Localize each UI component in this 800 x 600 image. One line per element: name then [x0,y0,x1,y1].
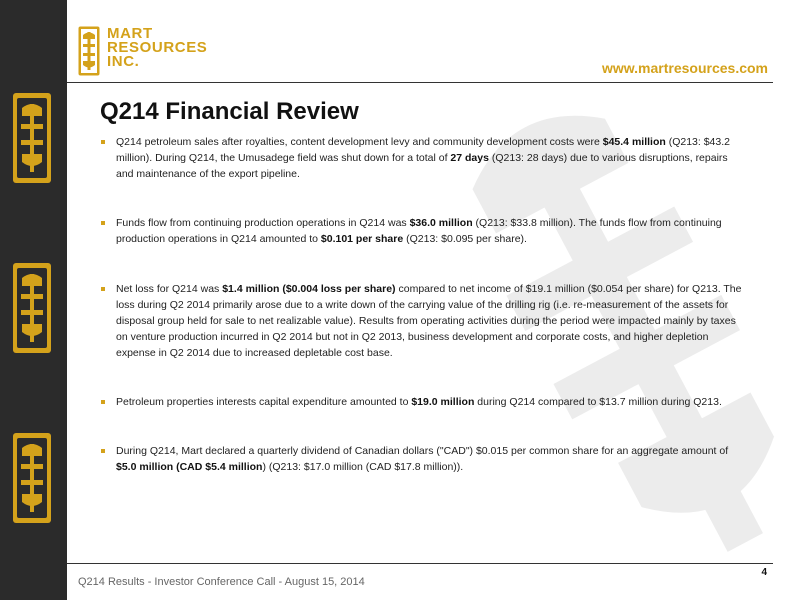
bullet-text: (Q213: $33.8 million). The funds flow from continuing production operations in Q214 amounted to [116,217,722,245]
footer-text: Q214 Results - Investor Conference Call - August 15, 2014 [78,576,365,588]
bullet-text: (Q213: $43.2 million). During Q214, the Umusadege field was shut down for a total of [116,136,730,164]
bullet-text: Petroleum properties interests capital expenditure amounted to [116,396,412,408]
bullet-emphasis: $45.4 million [602,136,666,148]
bullet-emphasis: 27 days [450,152,489,164]
bullet-text: compared to net income of $19.1 million ($0.054 per share) for Q213. The loss during Q2 2014 primarily arose due to a write down of the carrying value of the drilling rig (i.e. re-measurement of the assets for disposal group held for sale to net realizable value). Results from operating activities during the period were impacted mainly by taxes on venture production incurred in Q2 2014 but not in Q2 2013, business development and corporate costs, and higher depletion expense in Q2 2014 due to increased depletable cost base. [116,283,742,359]
mart-emblem-icon [12,262,52,354]
left-sidebar-band [0,0,67,600]
bullet-emphasis: $0.101 per share [320,233,404,245]
mart-emblem-icon [12,432,52,524]
bullet-emphasis: $5.0 million (CAD $5.4 million [116,461,263,473]
bullet-text: during Q214 compared to $13.7 million during Q213. [474,396,722,408]
bullet-list [100,134,745,475]
brand-line: INC. [107,53,140,70]
brand-line: MART [107,25,153,42]
bullet-text: Net loss for Q214 was [116,283,223,295]
brand-line: RESOURCES [107,39,208,56]
bullet-item [100,394,745,410]
bullet-text: During Q214, Mart declared a quarterly dividend of Canadian dollars ("CAD") $0.015 per common share for an aggregate amount of [116,445,729,457]
footer-divider [67,563,773,564]
page-number: 4 [761,567,767,578]
mart-emblem-icon [12,92,52,184]
header-divider [67,82,773,83]
bullet-item [100,281,745,361]
bullet-emphasis: $1.4 million ($0.004 loss per share) [222,283,396,295]
bullet-item [100,134,745,182]
mart-emblem-icon [78,26,100,76]
website-link[interactable]: www.martresources.com [602,60,768,76]
slide-title: Q214 Financial Review [100,98,359,125]
bullet-text: ) (Q213: $17.0 million (CAD $17.8 million)). [262,461,464,473]
bullet-text: (Q213: 28 days) due to various disruptions, repairs and maintenance of the export pipeline. [116,152,728,180]
bullet-item [100,443,745,475]
bullet-text: Q214 petroleum sales after royalties, content development levy and community development costs were [116,136,603,148]
bullet-emphasis: $36.0 million [409,217,473,229]
bullet-item [100,215,745,247]
bullet-text: (Q213: $0.095 per share). [403,233,527,245]
bullet-emphasis: $19.0 million [411,396,475,408]
company-name [107,27,207,69]
bullet-text: Funds flow from continuing production operations in Q214 was [116,217,410,229]
